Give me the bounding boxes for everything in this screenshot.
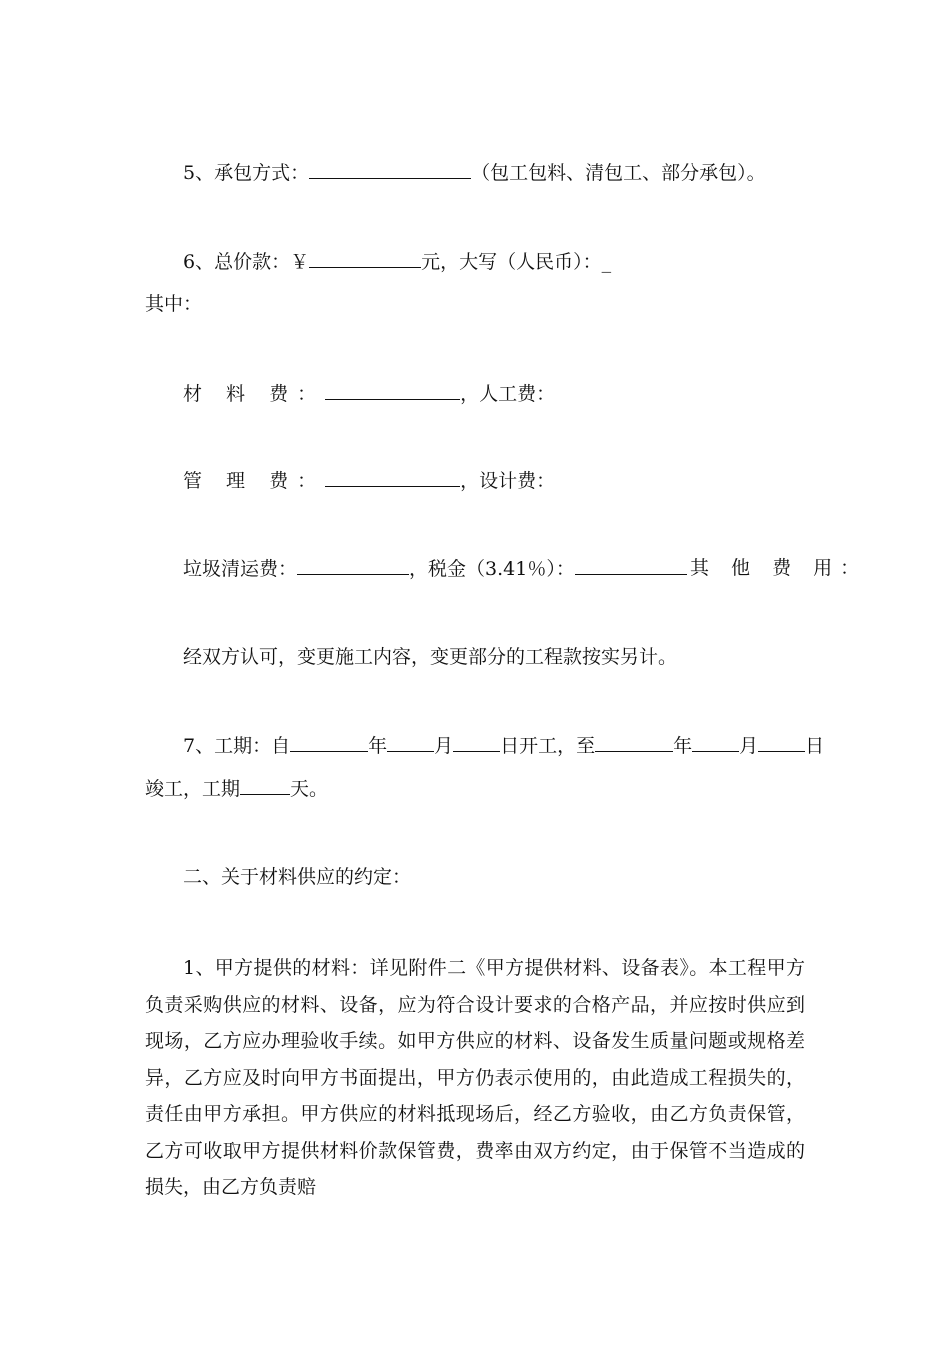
material-fee-line [183, 381, 555, 406]
garbage-fee-line [183, 556, 687, 581]
material-fee-label: 材 料 费： [183, 383, 326, 405]
design-fee-label: ，设计费： [460, 470, 556, 492]
garbage-fee-blank[interactable] [297, 556, 409, 575]
month2-label: 月 [739, 735, 759, 757]
item7-line1 [183, 733, 824, 758]
tax-blank[interactable] [575, 556, 687, 575]
start-label: 日开工，至 [500, 735, 596, 757]
item6-line [183, 249, 611, 274]
management-fee-line [183, 468, 555, 493]
management-fee-blank[interactable] [325, 468, 460, 487]
end-day-blank[interactable] [758, 733, 805, 752]
clause1-paragraph: 1、甲方提供的材料：详见附件二《甲方提供材料、设备表》。本工程甲方负责采购供应的材料、设备，应为符合设计要求的合格产品，并应按时供应到现场，乙方应办理验收手续。如甲方供应的材料、设备发生质量问题或规格差异，乙方应及时向甲方书面提出，甲方仍表示使用的，由此造成工程损失的，责任由甲方承担。甲方供应的材料抵现场后，经乙方验收，由乙方负责保管，乙方可收取甲方提供材料价款保管费，费率由双方约定，由于保管不当造成的损失，由乙方负责赔 [145, 957, 805, 1198]
year-label: 年 [368, 735, 388, 757]
garbage-fee-label: 垃圾清运费： [183, 558, 298, 580]
year2-label: 年 [673, 735, 693, 757]
item7-prefix: 7、工期：自 [183, 735, 291, 757]
item5-suffix: （包工包料、清包工、部分承包）。 [471, 162, 766, 184]
tax-label: ，税金（3.41％）： [409, 558, 575, 580]
item7-line2 [145, 776, 328, 801]
management-fee-label: 管 理 费： [183, 470, 326, 492]
material-fee-blank[interactable] [325, 381, 460, 400]
item7-line2-prefix: 竣工，工期 [145, 778, 241, 800]
contract-method-blank[interactable] [309, 160, 471, 179]
end-month-blank[interactable] [692, 733, 739, 752]
item5-line [183, 160, 766, 185]
duration-days-blank[interactable] [240, 776, 290, 795]
item6-mid: 元，大写（人民币）： [421, 251, 602, 273]
labor-fee-label: ，人工费： [460, 383, 556, 405]
end-year-blank[interactable] [595, 733, 673, 752]
start-day-blank[interactable] [453, 733, 500, 752]
item5-prefix: 5、承包方式： [183, 162, 310, 184]
days-label: 天。 [290, 778, 329, 800]
other-fee-label: 其 他 费 用： [690, 557, 868, 579]
start-month-blank[interactable] [387, 733, 434, 752]
total-price-blank[interactable] [309, 249, 421, 268]
month-label: 月 [434, 735, 454, 757]
item6-prefix: 6、总价款：￥ [183, 251, 310, 273]
section2-title: 二、关于材料供应的约定： [183, 866, 412, 888]
start-year-blank[interactable] [290, 733, 368, 752]
item6-end-mark: _ [601, 251, 612, 273]
change-note: 经双方认可，变更施工内容，变更部分的工程款按实另计。 [183, 646, 678, 668]
qizhong-label: 其中： [145, 293, 203, 315]
day2-label: 日 [805, 735, 825, 757]
